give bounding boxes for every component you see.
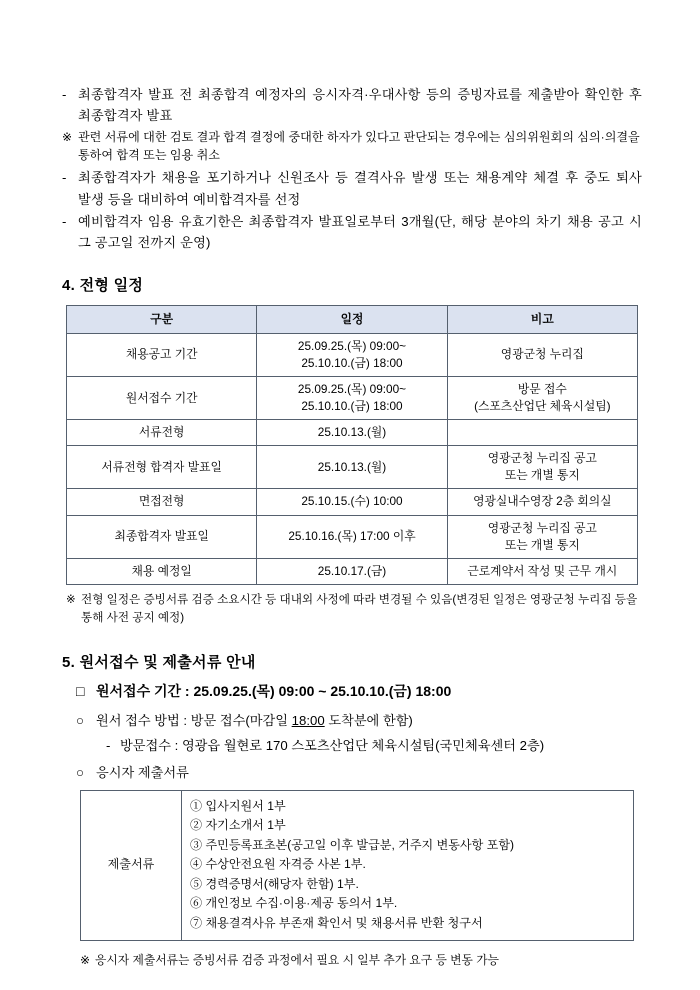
application-method bbox=[76, 710, 642, 731]
table-row bbox=[67, 558, 638, 584]
cell-division: 서류전형 합격자 발표일 bbox=[67, 446, 257, 489]
cell-remark bbox=[447, 446, 637, 489]
list-item: ③ 주민등록표초본(공고일 이후 발급분, 거주지 변동사항 포함) bbox=[190, 837, 515, 852]
cell-line: 25.10.10.(금) 18:00 bbox=[301, 399, 403, 414]
table-header-row bbox=[67, 305, 638, 333]
cell-line: 근로계약서 작성 및 근무 개시 bbox=[467, 563, 618, 578]
visit-address-text: 방문접수 : 영광읍 월현로 170 스포츠산업단 체육시설팀(국민체육센터 2층) bbox=[120, 738, 545, 754]
bullet-mark: - bbox=[62, 213, 67, 229]
cell-line: 25.10.13.(월) bbox=[317, 425, 387, 440]
cell-remark bbox=[447, 333, 637, 376]
cell-line: 영광군청 누리집 공고 bbox=[487, 520, 597, 535]
cell-line: 25.09.25.(목) 09:00~ bbox=[297, 338, 407, 353]
cell-remark bbox=[447, 558, 637, 584]
table-row bbox=[67, 377, 638, 420]
cell-line: 25.10.15.(수) 10:00 bbox=[301, 494, 403, 509]
note-mark: ※ bbox=[80, 952, 90, 967]
cell-division: 면접전형 bbox=[67, 489, 257, 515]
cell-remark bbox=[447, 420, 637, 446]
method-prefix: 원서 접수 방법 : 방문 접수(마감일 bbox=[96, 713, 292, 729]
bullet-text: 최종합격자가 채용을 포기하거나 신원조사 등 결격사유 발생 또는 채용계약 체결 후 중도 퇴사 발생 등을 대비하여 예비합격자를 선정 bbox=[78, 170, 642, 207]
cell-line: 25.10.16.(목) 17:00 이후 bbox=[288, 529, 416, 544]
visit-address bbox=[106, 735, 642, 756]
bullet-text: 관련 서류에 대한 검토 결과 합격 결정에 중대한 하자가 있다고 판단되는 경우에는 심의위원회의 심의·의결을 통하여 합격 또는 임용 취소 bbox=[78, 129, 640, 163]
documents-table bbox=[80, 790, 634, 941]
document-content bbox=[62, 84, 642, 969]
table-header-remark: 비고 bbox=[447, 305, 637, 333]
section-5-heading: 5. 원서접수 및 제출서류 안내 bbox=[62, 653, 256, 671]
table-row bbox=[67, 333, 638, 376]
bullet-text: 예비합격자 임용 유효기한은 최종합격자 발표일로부터 3개월(단, 해당 분야의 차기 채용 공고 시 그 공고일 전까지 운영) bbox=[78, 213, 642, 251]
cell-division: 채용공고 기간 bbox=[67, 333, 257, 376]
list-item-note bbox=[62, 128, 642, 165]
cell-line: 또는 개별 통지 bbox=[504, 468, 580, 483]
list-item bbox=[62, 211, 642, 254]
cell-line: 방문 접수 bbox=[517, 382, 567, 396]
bullet-mark: ※ bbox=[62, 129, 73, 144]
cell-line: 25.10.13.(월) bbox=[317, 459, 387, 474]
list-item: ⑥ 개인정보 수집·이용·제공 동의서 1부. bbox=[190, 896, 398, 911]
table-header-division: 구분 bbox=[67, 305, 257, 333]
cell-remark bbox=[447, 377, 637, 420]
list-item: ⑦ 채용결격사유 부존재 확인서 및 채용서류 반환 청구서 bbox=[190, 916, 483, 931]
cell-schedule bbox=[257, 515, 447, 558]
documents-label: 제출서류 bbox=[81, 790, 182, 940]
cell-division: 서류전형 bbox=[67, 420, 257, 446]
list-item bbox=[62, 167, 642, 210]
top-bullet-list bbox=[62, 84, 642, 254]
table-row bbox=[67, 420, 638, 446]
section-4-heading: 4. 전형 일정 bbox=[62, 276, 144, 294]
table-header-schedule: 일정 bbox=[257, 305, 447, 333]
cell-schedule bbox=[257, 558, 447, 584]
list-item: ④ 수상안전요원 자격증 사본 1부. bbox=[190, 857, 366, 872]
note-text: 응시자 제출서류는 증빙서류 검증 과정에서 필요 시 일부 추가 요구 등 변동 가능 bbox=[95, 952, 499, 967]
application-period-text: 원서접수 기간 : 25.09.25.(목) 09:00 ~ 25.10.10.(금) 18:00 bbox=[96, 682, 452, 699]
cell-line: 25.10.17.(금) bbox=[317, 563, 387, 578]
cell-schedule bbox=[257, 446, 447, 489]
bullet-mark: - bbox=[106, 738, 111, 754]
circle-bullet-mark: ○ bbox=[76, 713, 84, 729]
bullet-mark: - bbox=[62, 170, 67, 186]
cell-line: 영광군청 누리집 bbox=[500, 347, 584, 362]
schedule-table bbox=[66, 305, 638, 585]
cell-line: 또는 개별 통지 bbox=[504, 537, 580, 552]
list-item: ① 입사지원서 1부 bbox=[190, 798, 286, 813]
cell-line: (스포츠산업단 체육시설팀) bbox=[474, 399, 611, 414]
application-period bbox=[76, 680, 642, 702]
cell-line: 25.10.10.(금) 18:00 bbox=[301, 355, 403, 370]
cell-division: 원서접수 기간 bbox=[67, 377, 257, 420]
documents-title bbox=[76, 762, 642, 783]
table-row bbox=[67, 489, 638, 515]
documents-items bbox=[182, 790, 634, 940]
list-item: ② 자기소개서 1부 bbox=[190, 818, 286, 833]
method-deadline-time: 18:00 bbox=[291, 713, 325, 729]
list-item bbox=[62, 84, 642, 127]
cell-schedule bbox=[257, 377, 447, 420]
list-item: ⑤ 경력증명서(해당자 한함) 1부. bbox=[190, 876, 359, 891]
cell-schedule bbox=[257, 489, 447, 515]
cell-remark bbox=[447, 515, 637, 558]
cell-line: 영광군청 누리집 공고 bbox=[487, 451, 597, 466]
bullet-text: 최종합격자 발표 전 최종합격 예정자의 응시자격·우대사항 등의 증빙자료를 제출받아 확인한 후 최종합격자 발표 bbox=[78, 87, 642, 124]
note-mark: ※ bbox=[66, 592, 76, 606]
cell-schedule bbox=[257, 420, 447, 446]
cell-remark bbox=[447, 489, 637, 515]
bullet-mark: - bbox=[62, 87, 67, 102]
cell-schedule bbox=[257, 333, 447, 376]
application-method-text bbox=[96, 710, 413, 731]
documents-title-text: 응시자 제출서류 bbox=[96, 765, 189, 781]
table-row bbox=[67, 515, 638, 558]
cell-division: 채용 예정일 bbox=[67, 558, 257, 584]
table-row bbox=[67, 446, 638, 489]
cell-line: 25.09.25.(목) 09:00~ bbox=[297, 382, 407, 396]
note-text: 전형 일정은 증빙서류 검증 소요시간 등 대내외 사정에 따라 변경될 수 있음(변경된 일정은 영광군청 누리집 등을 통해 사전 공지 예정) bbox=[81, 592, 638, 624]
schedule-table-note bbox=[66, 591, 642, 627]
cell-line: 영광실내수영장 2층 회의실 bbox=[473, 494, 612, 509]
cell-division: 최종합격자 발표일 bbox=[67, 515, 257, 558]
square-bullet-mark: □ bbox=[76, 682, 85, 699]
method-suffix: 도착분에 한함) bbox=[324, 713, 413, 729]
table-row bbox=[81, 790, 634, 940]
documents-note bbox=[80, 951, 642, 969]
circle-bullet-mark: ○ bbox=[76, 765, 84, 781]
